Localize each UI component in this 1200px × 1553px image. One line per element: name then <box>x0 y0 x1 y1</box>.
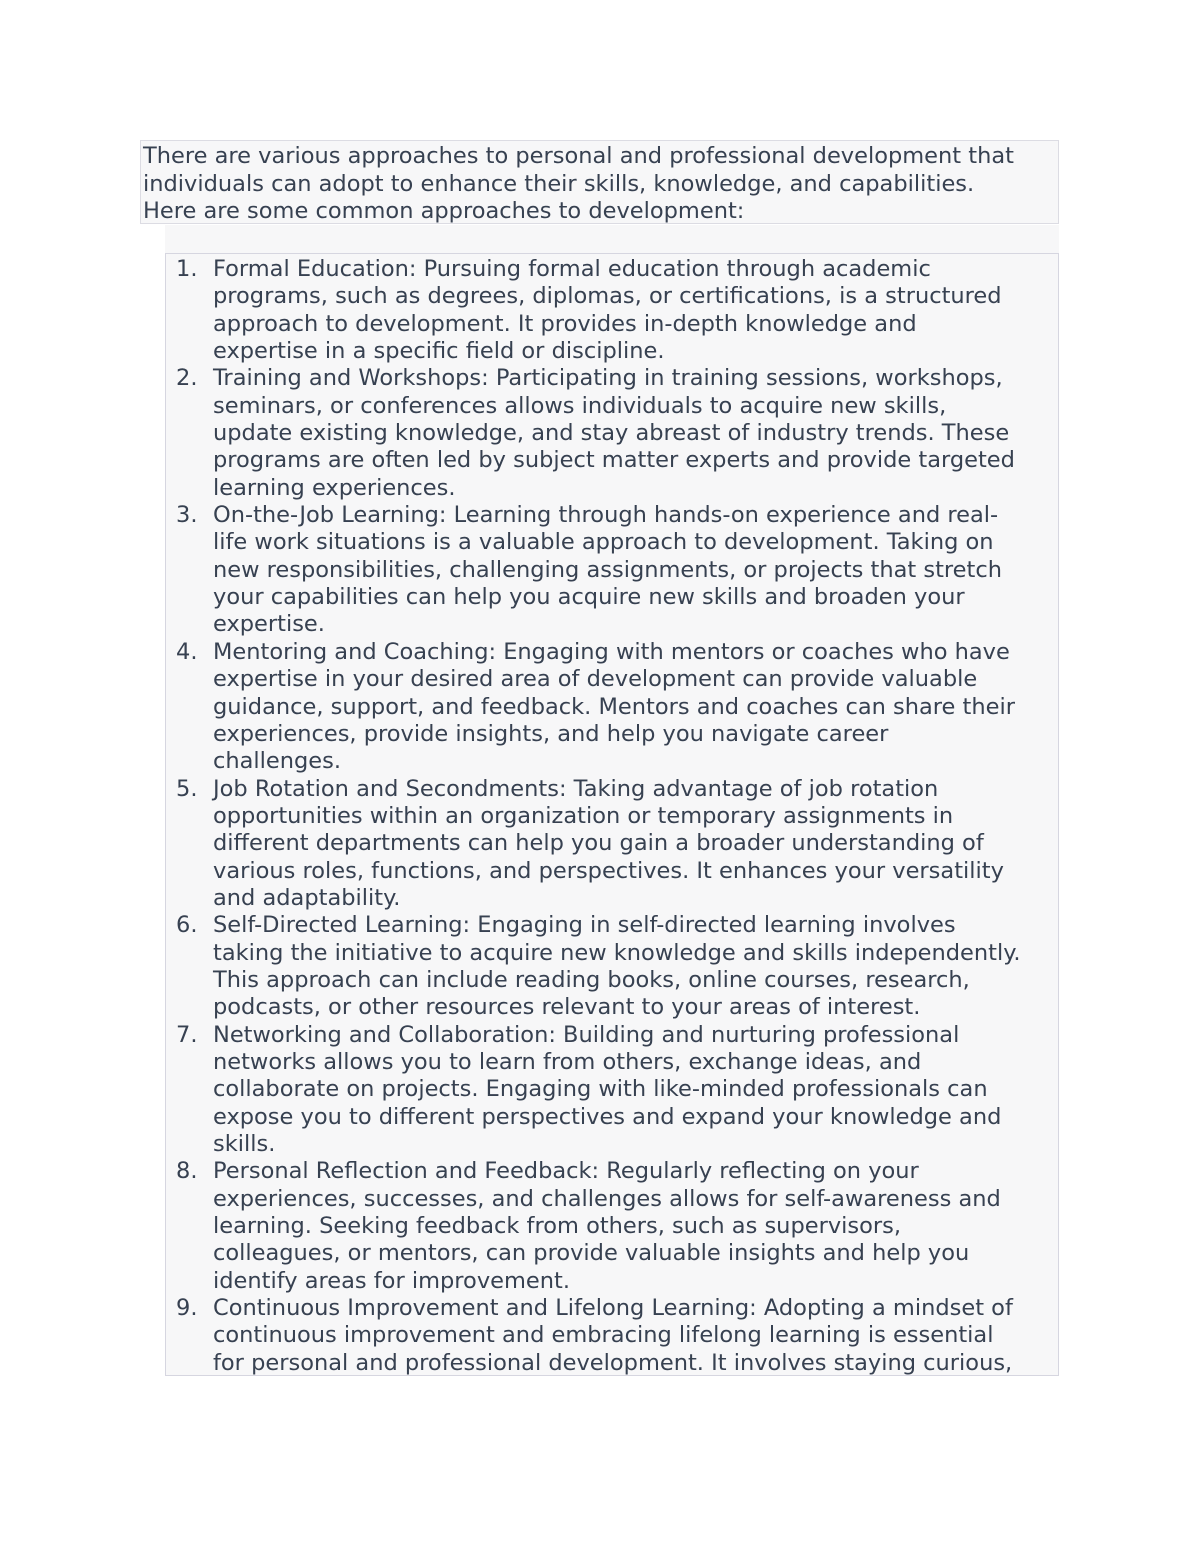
list-item <box>166 776 1059 913</box>
list-item-text: Training and Workshops: Participating in training sessions, workshops, seminars, or conferences allows individuals to acquire new skills, update existing knowledge, and stay abreast of industry trends. These programs are often led by subject matter experts and provide targeted learning experiences. <box>213 365 1015 501</box>
list-item <box>166 1022 1059 1159</box>
list-item-number: 1. <box>176 256 198 282</box>
list-item-number: 4. <box>176 638 198 665</box>
list-item-number: 2. <box>176 365 198 392</box>
list-item-text: Job Rotation and Secondments: Taking advantage of job rotation opportunities within an organization or temporary assignments in different departments can help you gain a broader understanding of various roles, functions, and perspectives. It enhances your versatility and adaptability. <box>213 775 1004 911</box>
list-item <box>166 1295 1059 1376</box>
list-item <box>166 1158 1059 1295</box>
list-item <box>166 639 1059 776</box>
list-item <box>166 256 1059 365</box>
list-item-text: Networking and Collaboration: Building and nurturing professional networks allows you to learn from others, exchange ideas, and collaborate on projects. Engaging with like-minded professionals can expose you to different perspectives and expand your knowledge and skills. <box>213 1021 1002 1157</box>
list-item-number: 8. <box>176 1158 198 1185</box>
list-item-number: 3. <box>176 502 198 529</box>
list-item <box>166 365 1059 502</box>
list-item-text: Mentoring and Coaching: Engaging with mentors or coaches who have expertise in your desired area of development can provide valuable guidance, support, and feedback. Mentors and coaches can share their experiences, provide insights, and help you navigate career challenges. <box>213 638 1015 775</box>
intro-paragraph: There are various approaches to personal and professional development that individuals can adopt to enhance their skills, knowledge, and capabilities. Here are some common approaches to development: <box>140 140 1059 224</box>
list-item-text: Personal Reflection and Feedback: Regularly reflecting on your experiences, successes, and challenges allows for self-awareness and learning. Seeking feedback from others, such as supervisors, colleagues, or mentors, can provide valuable insights and help you identify areas for improvement. <box>213 1158 1001 1294</box>
list-item-number: 6. <box>176 912 198 939</box>
list-item <box>166 502 1059 639</box>
list-item-text: Formal Education: Pursuing formal education through academic programs, such as degrees, diplomas, or certifications, is a structured approach to development. It provides in-depth knowledge and expertise in a specific field or discipline. <box>213 256 1002 365</box>
approaches-list-box <box>165 253 1059 1376</box>
list-item-text: Self-Directed Learning: Engaging in self-directed learning involves taking the initiative to acquire new knowledge and skills independently. This approach can include reading books, online courses, research, podcasts, or other resources relevant to your areas of interest. <box>213 912 1021 1021</box>
list-item <box>166 912 1059 1021</box>
section-divider <box>165 225 1059 253</box>
list-item-text: Continuous Improvement and Lifelong Learning: Adopting a mindset of continuous improvement and embracing lifelong learning is essential for personal and professional development. It involves staying curious, <box>213 1295 1013 1376</box>
approaches-list <box>166 256 1059 1376</box>
list-item-number: 9. <box>176 1295 198 1322</box>
list-item-number: 5. <box>176 775 198 802</box>
list-item-number: 7. <box>176 1021 198 1048</box>
list-item-text: On-the-Job Learning: Learning through hands-on experience and real- life work situations is a valuable approach to development. Taking on new responsibilities, challenging assignments, or projects that stretch your capabilities can help you acquire new skills and broaden your expertise. <box>213 502 1002 638</box>
